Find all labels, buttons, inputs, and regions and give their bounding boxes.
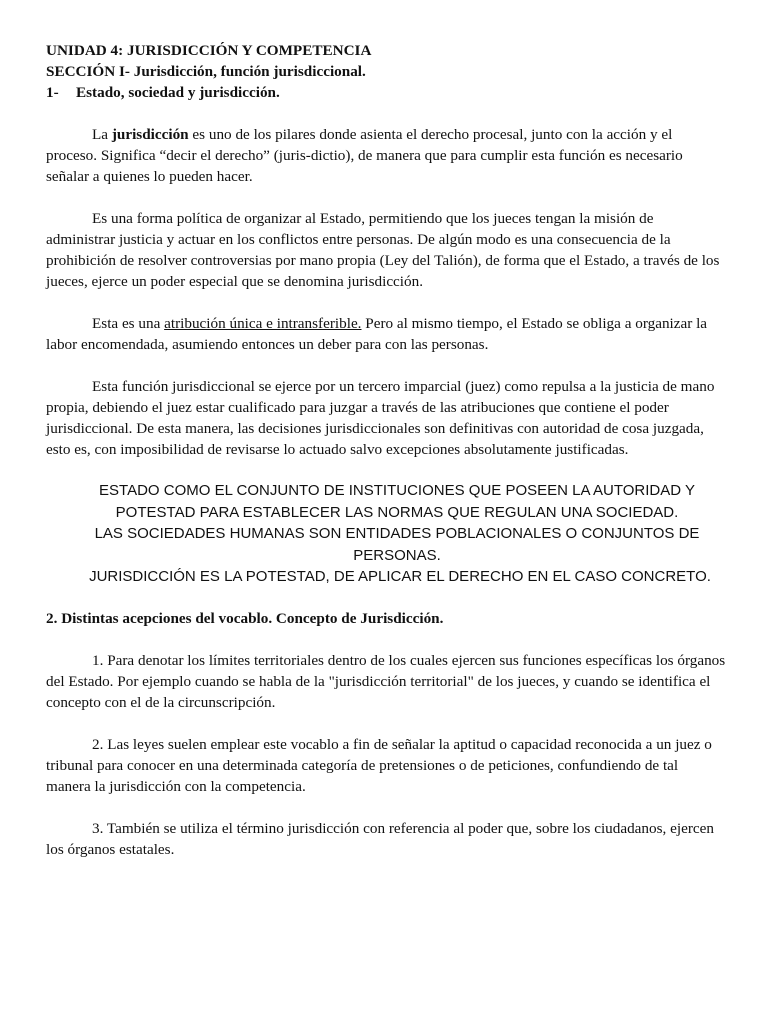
paragraph-atribucion: [46, 313, 726, 355]
section-heading: SECCIÓN I- Jurisdicción, función jurisdiccional.: [46, 63, 366, 80]
summary-line-sociedades: LAS SOCIEDADES HUMANAS SON ENTIDADES POBLACIONALES O CONJUNTOS DE PERSONAS.: [94, 525, 700, 564]
summary-line-jurisdiccion: JURISDICCIÓN ES LA POTESTAD, DE APLICAR EL DERECHO EN EL CASO CONCRETO.: [89, 568, 711, 585]
paragraph-jurisdiccion: [46, 124, 726, 187]
unit-heading: UNIDAD 4: JURISDICCIÓN Y COMPETENCIA: [46, 42, 372, 59]
paragraph-text: es uno de los pilares donde asienta el derecho procesal, junto con la acción y el proceso. Significa “decir el derecho” (juris-dictio), de manera que para cumplir esta función es necesario señalar a quienes lo pueden hacer.: [46, 126, 683, 185]
paragraph-text: La: [92, 126, 112, 143]
list-item-1: 1. Para denotar los límites territoriales dentro de los cuales ejercen sus funciones específicas los órganos del Estado. Por ejemplo cuando se habla de la "jurisdicción territorial" de los jueces, y cuando se identifica el concepto con el de la circunscripción.: [46, 651, 726, 711]
list-item-2: 2. Las leyes suelen emplear este vocablo a fin de señalar la aptitud o capacidad reconocida a un juez o tribunal para conocer en una determinada categoría de pretensiones o de peticiones, confundiendo de tal manera la jurisdicción con la competencia.: [46, 735, 712, 795]
document-page: [46, 40, 726, 860]
paragraph-text: Pero al mismo tiempo, el Estado se obliga a organizar la labor encomendada, asumiendo entonces un deber para con las personas.: [46, 315, 708, 353]
summary-line-estado: ESTADO COMO EL CONJUNTO DE INSTITUCIONES QUE POSEEN LA AUTORIDAD Y POTESTAD PARA ESTABLECER LAS NORMAS QUE REGULAN UNA SOCIEDAD.: [99, 482, 695, 521]
list-item-3: 3. También se utiliza el término jurisdicción con referencia al poder que, sobre los ciudadanos, ejercen los órganos estatales.: [46, 819, 714, 858]
underlined-phrase: atribución única e intransferible.: [164, 315, 362, 332]
subsection-heading: [46, 82, 726, 103]
summary-block: [46, 480, 726, 588]
paragraph-text: Esta es una: [92, 315, 165, 332]
bold-term: jurisdicción: [111, 126, 189, 143]
paragraph-forma-politica: Es una forma política de organizar al Estado, permitiendo que los jueces tengan la misión de administrar justicia y actuar en los conflictos entre personas. De algún modo es una consecuencia de la prohibición de resolver controversias por mano propia (Ley del Talión), de forma que el Estado, a través de los jueces, ejerce un poder especial que se denomina jurisdicción.: [46, 210, 720, 290]
section2-heading: 2. Distintas acepciones del vocablo. Concepto de Jurisdicción.: [46, 609, 444, 627]
subsection-title: Estado, sociedad y jurisdicción.: [76, 84, 280, 101]
subsection-number: 1-: [46, 84, 59, 101]
paragraph-funcion-jurisdiccional: Esta función jurisdiccional se ejerce por un tercero imparcial (juez) como repulsa a la justicia de mano propia, debiendo el juez estar cualificado para juzgar a través de las atribuciones que contiene el poder jurisdiccional. De esta manera, las decisiones jurisdiccionales son definitivas con autoridad de cosa juzgada, esto es, con imposibilidad de revisarse lo actuado salvo excepciones absolutamente justificadas.: [46, 378, 715, 458]
